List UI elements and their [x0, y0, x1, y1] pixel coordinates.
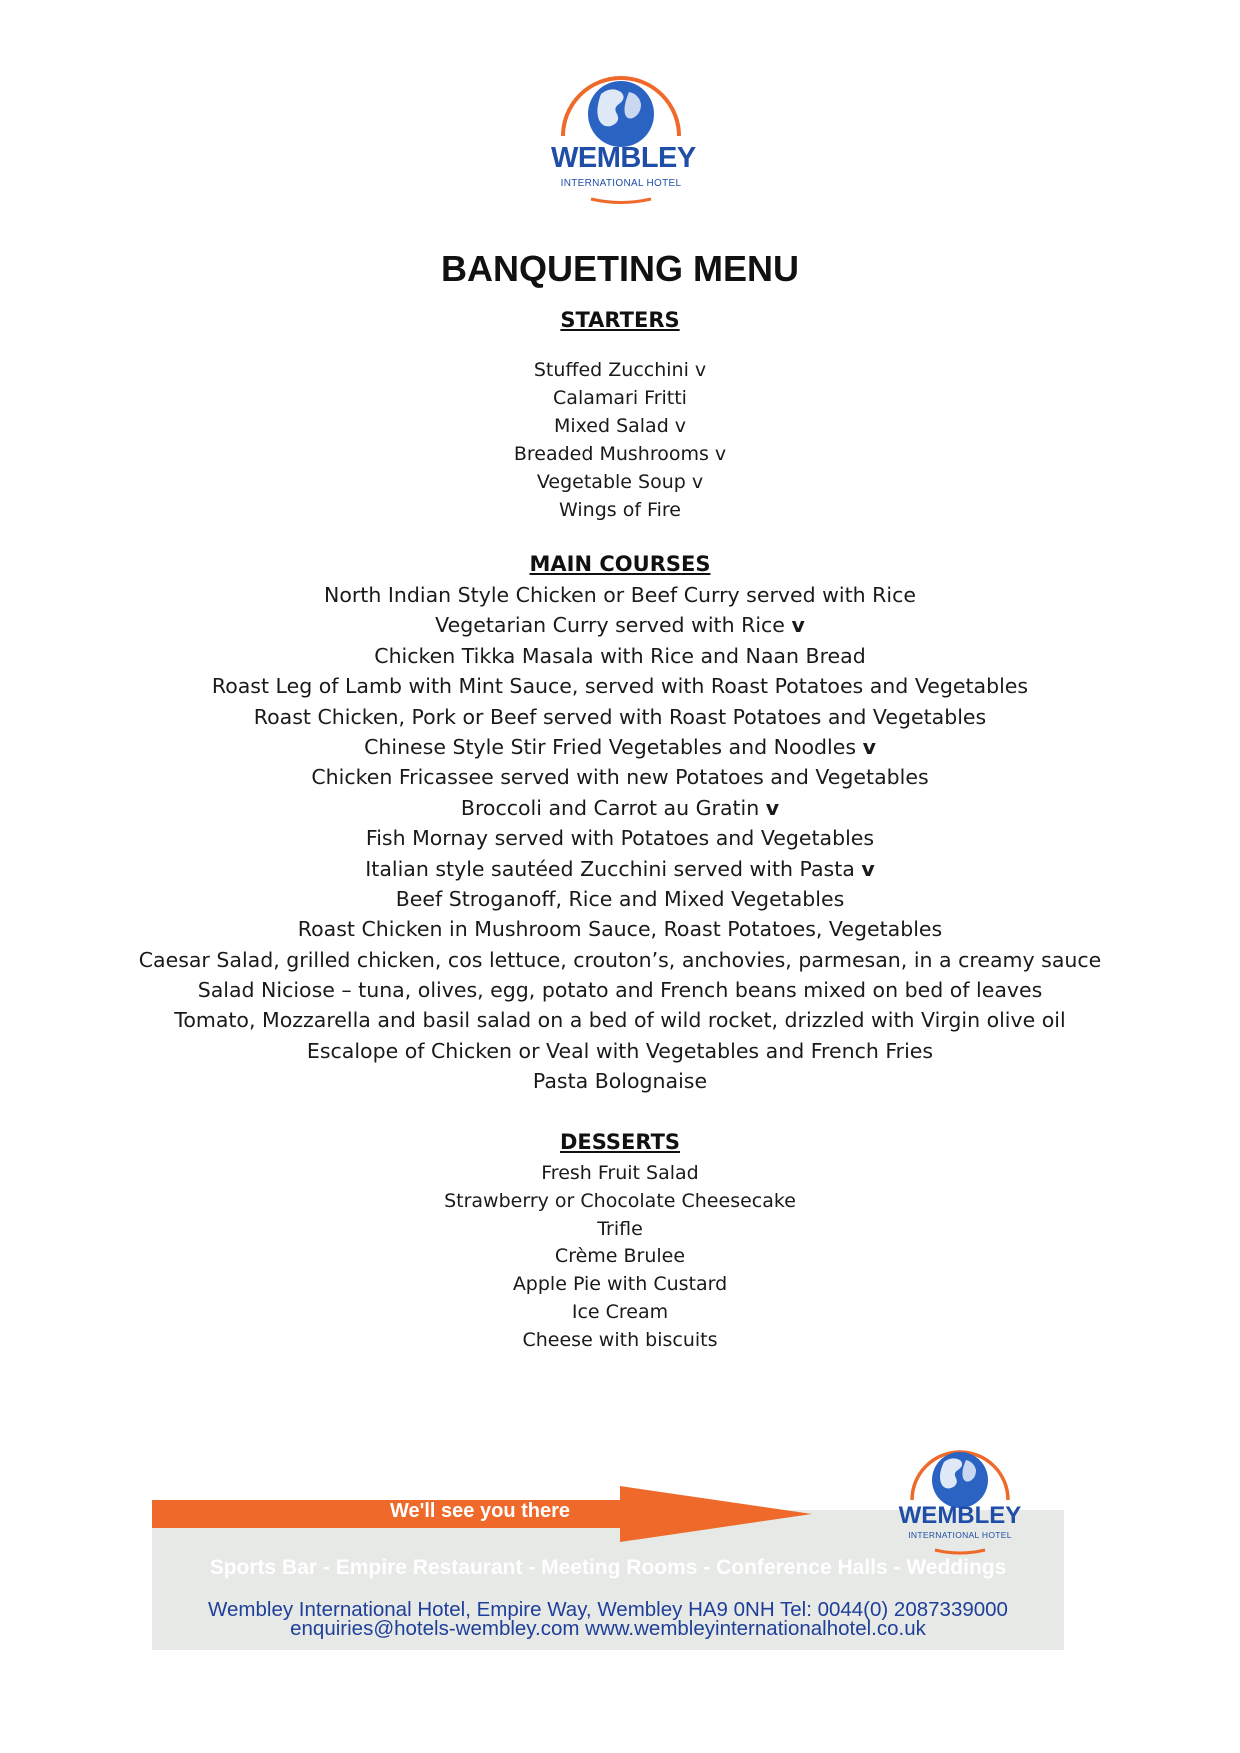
- list-item: Caesar Salad, grilled chicken, cos lettuce, crouton’s, anchovies, parmesan, in a creamy sauce: [138, 947, 1102, 972]
- main-courses-list: [0, 580, 1240, 1097]
- list-item: Strawberry or Chocolate Cheesecake: [444, 1189, 796, 1212]
- list-item: Wings of Fire: [559, 499, 681, 521]
- desserts-list: [0, 1160, 1240, 1355]
- globe-icon: [551, 64, 696, 214]
- list-item: Mixed Salad v: [553, 415, 687, 437]
- list-item: Vegetable Soup v: [536, 471, 704, 493]
- list-item: Apple Pie with Custard: [512, 1273, 728, 1296]
- list-item: Pasta Bolognaise: [532, 1069, 708, 1094]
- list-item: Roast Chicken, Pork or Beef served with Roast Potatoes and Vegetables: [253, 704, 987, 729]
- starters-heading: STARTERS: [560, 308, 680, 332]
- desserts-heading: DESSERTS: [559, 1130, 681, 1154]
- list-item: Tomato, Mozzarella and basil salad on a bed of wild rocket, drizzled with Virgin olive oil: [174, 1008, 1066, 1033]
- logo-name: WEMBLEY: [898, 1502, 1022, 1529]
- footer-contact: enquiries@hotels-wembley.com www.wembleyinternationalhotel.co.uk: [290, 1617, 926, 1640]
- list-item: Crème Brulee: [554, 1245, 686, 1268]
- list-item: North Indian Style Chicken or Beef Curry served with Rice: [324, 583, 916, 607]
- list-item: Beef Stroganoff, Rice and Mixed Vegetables: [395, 886, 845, 911]
- list-item: Cheese with biscuits: [522, 1328, 718, 1351]
- list-item: Chicken Tikka Masala with Rice and Naan Bread: [374, 643, 866, 668]
- main-courses-heading: MAIN COURSES: [529, 552, 711, 576]
- list-item: Chicken Fricassee served with new Potatoes and Vegetables: [311, 765, 929, 790]
- logo-subtitle: INTERNATIONAL HOTEL: [908, 1530, 1012, 1540]
- list-item: Stuffed Zucchini v: [533, 359, 707, 381]
- list-item: Escalope of Chicken or Veal with Vegetables and French Fries: [306, 1038, 934, 1063]
- list-item: Vegetarian Curry served with Rice v: [435, 613, 805, 638]
- list-item: Calamari Fritti: [553, 387, 687, 409]
- list-item: Ice Cream: [571, 1300, 669, 1323]
- footer-address: Wembley International Hotel, Empire Way, Wembley HA9 0NH Tel: 0044(0) 2087339000: [208, 1598, 1008, 1621]
- hotel-logo: [551, 64, 696, 214]
- list-item: Breaded Mushrooms v: [513, 443, 727, 465]
- menu-title: BANQUETING MENU: [441, 248, 799, 289]
- logo-name: WEMBLEY: [551, 142, 696, 174]
- logo-subtitle: INTERNATIONAL HOTEL: [560, 178, 682, 189]
- list-item: Salad Niciose – tuna, olives, egg, potato and French beans mixed on bed of leaves: [197, 978, 1043, 1003]
- footer-tagline: We'll see you there: [389, 1500, 570, 1522]
- list-item: Fish Mornay served with Potatoes and Vegetables: [365, 826, 875, 851]
- list-item: Chinese Style Stir Fried Vegetables and Noodles v: [364, 734, 876, 759]
- list-item: Fresh Fruit Salad: [541, 1162, 699, 1184]
- list-item: Broccoli and Carrot au Gratin v: [460, 795, 780, 820]
- footer-services: Sports Bar - Empire Restaurant - Meeting Rooms - Conference Halls - Weddings: [209, 1556, 1007, 1579]
- list-item: Roast Chicken in Mushroom Sauce, Roast Potatoes, Vegetables: [297, 917, 943, 942]
- list-item: Trifle: [597, 1217, 643, 1240]
- starters-list: [0, 356, 1240, 524]
- list-item: Italian style sautéed Zucchini served with Pasta v: [365, 856, 875, 881]
- list-item: Roast Leg of Lamb with Mint Sauce, served with Roast Potatoes and Vegetables: [211, 674, 1029, 699]
